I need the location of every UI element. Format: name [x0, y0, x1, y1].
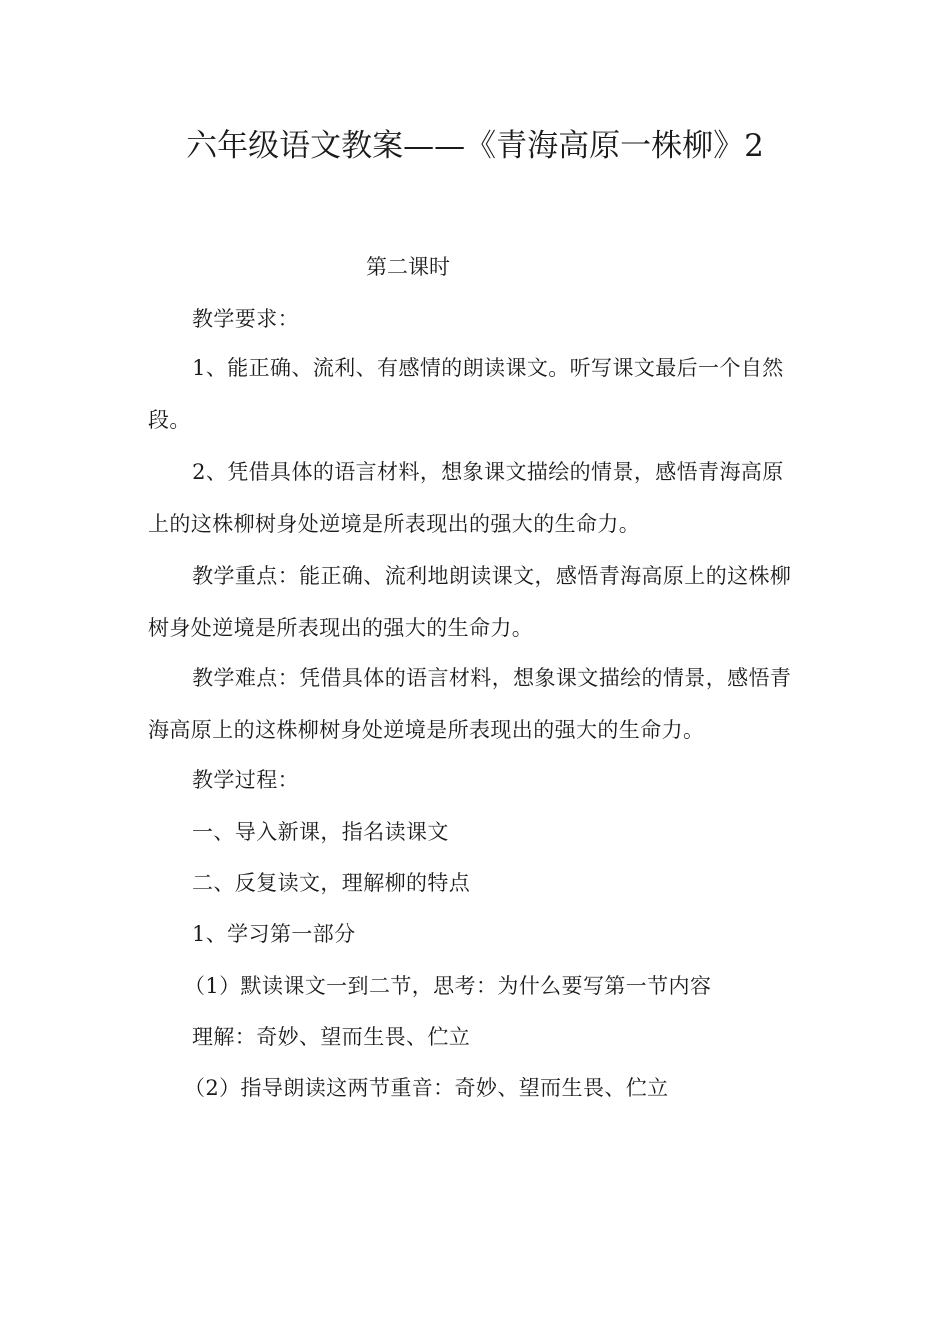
- item-1: （1）默读课文一到二节，思考：为什么要写第一节内容: [184, 974, 712, 998]
- requirement-2: 2、凭借具体的语言材料，想象课文描绘的情景，感悟青海高原上的这株柳树身处逆境是所表现出的强大的生命力。: [148, 460, 784, 536]
- understand-line: 理解：奇妙、望而生畏、伫立: [192, 1025, 471, 1049]
- step-1: 一、导入新课，指名读课文: [192, 820, 449, 844]
- difficulty: 教学难点：凭借具体的语言材料，想象课文描绘的情景，感悟青海高原上的这株柳树身处逆境是所表现出的强大的生命力。: [148, 666, 792, 742]
- requirements-heading: 教学要求：: [192, 307, 299, 331]
- lesson-label: 第二课时: [366, 255, 450, 279]
- part-1: 1、学习第一部分: [192, 922, 356, 946]
- step-2: 二、反复读文，理解柳的特点: [192, 871, 471, 895]
- requirement-1: 1、能正确、流利、有感情的朗读课文。听写课文最后一个自然段。: [148, 356, 784, 432]
- process-heading: 教学过程：: [192, 768, 299, 792]
- item-2: （2）指导朗读这两节重音：奇妙、望而生畏、伫立: [184, 1076, 669, 1100]
- document-title: 六年级语文教案——《青海高原一株柳》2: [186, 128, 764, 164]
- key-point: 教学重点：能正确、流利地朗读课文，感悟青海高原上的这株柳树身处逆境是所表现出的强大的生命力。: [148, 564, 792, 640]
